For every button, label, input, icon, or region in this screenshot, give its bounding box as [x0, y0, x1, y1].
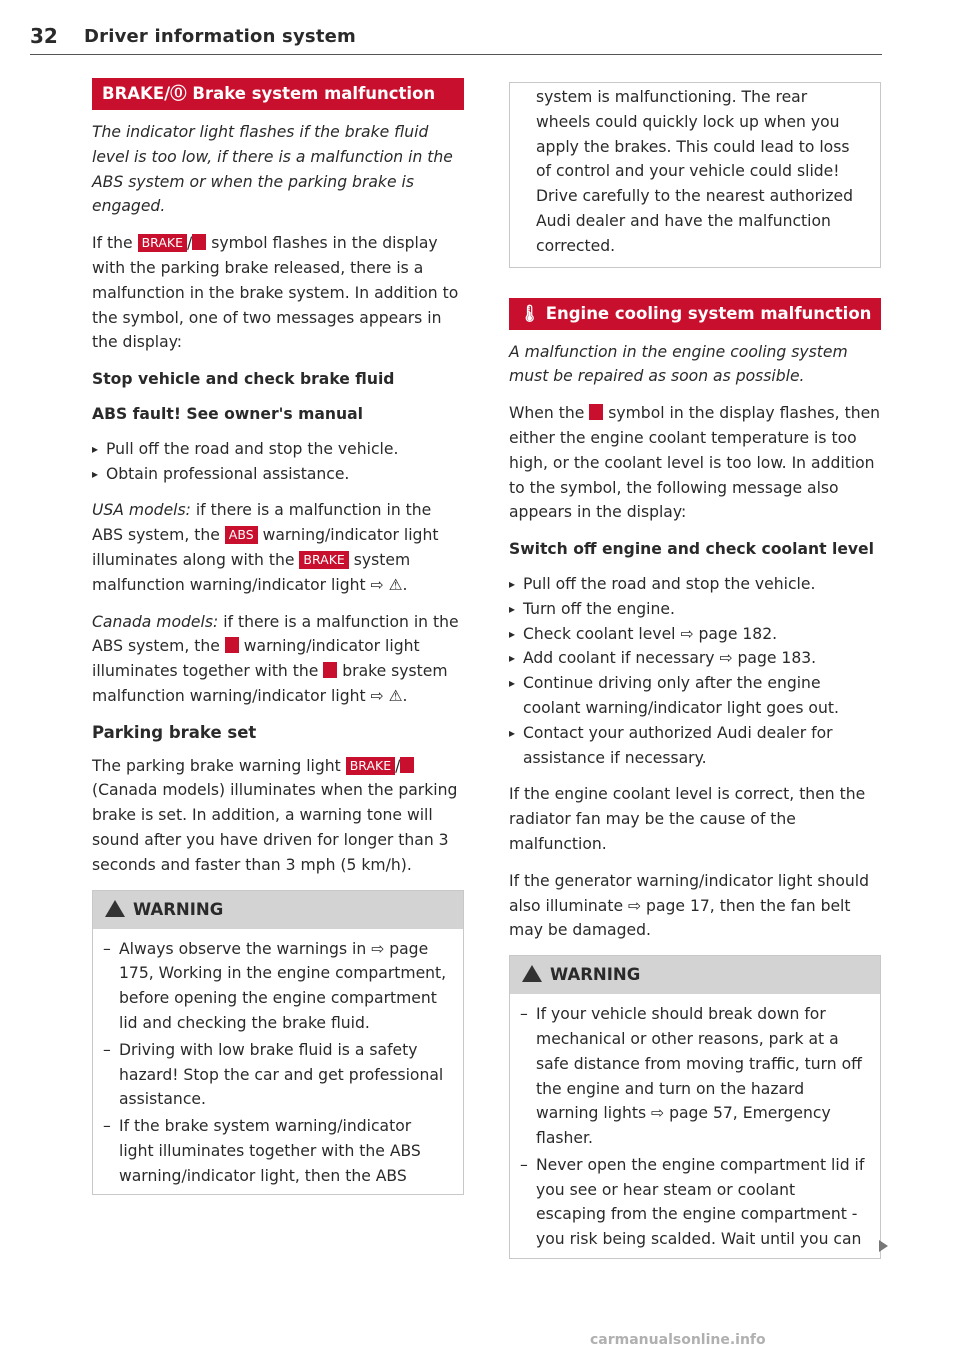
brake-circle-indicator-icon — [323, 662, 337, 678]
warning-triangle-icon — [105, 900, 125, 917]
brake-steps — [92, 437, 464, 487]
cooling-steps — [509, 572, 881, 770]
warning-header: WARNING — [93, 891, 463, 929]
radiator-fan-paragraph: If the engine coolant level is correct, then the radiator fan may be the cause of the malfunction. — [509, 785, 866, 853]
parking-brake-title: Parking brake set — [92, 722, 257, 742]
brake-paragraph: If the BRAKE / symbol flashes in the display with the parking brake released, there is a malfunction in the brake system. In addition to the symbol, one of two messages appears in the display: — [92, 234, 459, 352]
list-item: ▸ Add coolant if necessary ⇨ page 183. — [509, 646, 881, 671]
canada-models-paragraph: Canada models: if there is a malfunction in the ABS system, the warning/indicator light illuminates together with the brake system malfunction warning/indicator light ⇨ ⚠. — [92, 612, 459, 705]
abs-indicator-icon: ABS — [225, 526, 258, 544]
section-title-brake: BRAKE/⓪ Brake system malfunction — [92, 78, 464, 110]
list-item: ▸ Pull off the road and stop the vehicle. — [509, 572, 881, 597]
usa-models-paragraph: USA models: if there is a malfunction in the ABS system, the ABS warning/indicator light illuminates along with the BRAKE system malfunction warning/indicator light ⇨ ⚠. — [92, 501, 439, 594]
warning-item: – Driving with low brake fluid is a safety hazard! Stop the car and get professional assistance. — [119, 1038, 449, 1112]
continue-arrow-icon — [879, 1240, 888, 1252]
warning-item: – If your vehicle should break down for mechanical or other reasons, park at a safe distance from moving traffic, turn off the engine and turn on the hazard warning lights ⇨ page 57, Emergency flasher. — [536, 1002, 866, 1151]
page-header — [30, 24, 882, 55]
list-item: ▸ Contact your authorized Audi dealer for assistance if necessary. — [509, 721, 881, 771]
brake-indicator-icon: BRAKE — [299, 551, 348, 569]
warning-item: – If the brake system warning/indicator light illuminates together with the ABS warning/indicator light, then the ABS — [119, 1114, 449, 1188]
list-item: ▸ Continue driving only after the engine coolant warning/indicator light goes out. — [509, 671, 881, 721]
brake-intro: The indicator light flashes if the brake fluid level is too low, if there is a malfunction in the ABS system or when the parking brake is engaged. — [92, 123, 453, 216]
coolant-thermometer-icon: 🌡︎ — [519, 303, 540, 323]
warning-item: – Never open the engine compartment lid if you see or hear steam or coolant escaping from the engine compartment - you risk being scalded. Wait until you can — [536, 1153, 866, 1252]
message-coolant: Switch off engine and check coolant level — [509, 540, 874, 559]
warning-header: WARNING — [510, 956, 880, 994]
list-item: ▸ Obtain professional assistance. — [92, 462, 464, 487]
page-number: 32 — [30, 24, 58, 48]
brake-indicator-icon: BRAKE — [346, 757, 395, 775]
parking-brake-paragraph: The parking brake warning light BRAKE / (Canada models) illuminates when the parking brake is set. In addition, a warning tone will sound after you have driven for longer than 3 seconds and faster than 3 mph (5 km/h). — [92, 756, 458, 874]
brake-indicator-icon: BRAKE — [138, 234, 187, 252]
brake-circle-indicator-icon — [192, 234, 206, 250]
list-item: ▸ Pull off the road and stop the vehicle. — [92, 437, 464, 462]
abs-circle-indicator-icon — [225, 637, 239, 653]
warning-box-cooling — [509, 955, 881, 1259]
left-column — [92, 78, 464, 1195]
warning-item: – Always observe the warnings in ⇨ page 175, Working in the engine compartment, before opening the engine compartment lid and checking the brake fluid. — [119, 937, 449, 1036]
list-item: ▸ Turn off the engine. — [509, 597, 881, 622]
section-title-cooling: 🌡︎ Engine cooling system malfunction — [509, 298, 881, 330]
list-item: ▸ Check coolant level ⇨ page 182. — [509, 622, 881, 647]
brake-circle-indicator-icon — [400, 757, 414, 773]
message-brake-fluid: Stop vehicle and check brake fluid — [92, 370, 395, 389]
coolant-indicator-icon — [589, 404, 603, 420]
right-column — [509, 82, 881, 1259]
footer-watermark: carmanualsonline.info — [590, 1332, 766, 1348]
page-title: Driver information system — [84, 26, 356, 47]
cooling-intro: A malfunction in the engine cooling system must be repaired as soon as possible. — [509, 342, 848, 386]
cooling-paragraph: When the symbol in the display flashes, then either the engine coolant temperature is too high, or the coolant level is too low. In addition to the symbol, the following message also appears in the display: — [509, 404, 881, 522]
warning-triangle-icon — [522, 965, 542, 982]
message-abs-fault: ABS fault! See owner's manual — [92, 404, 363, 423]
warning-box-continued: system is malfunctioning. The rear wheels could quickly lock up when you apply the brakes. This could lead to loss of control and your vehicle could slide! Drive carefully to the nearest authorized Audi dealer and have the malfunction corrected. — [509, 82, 881, 268]
generator-paragraph: If the generator warning/indicator light should also illuminate ⇨ page 17, then the fan belt may be damaged. — [509, 871, 870, 940]
warning-box-brake — [92, 890, 464, 1196]
